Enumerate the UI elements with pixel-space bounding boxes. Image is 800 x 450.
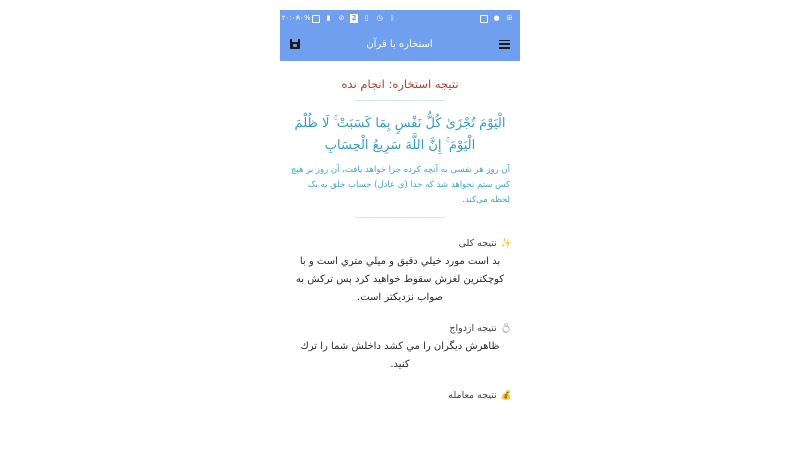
bluetooth-icon: ᛒ (390, 14, 395, 22)
status-icons-left (281, 14, 397, 23)
result-content (280, 61, 520, 401)
battery-icon (312, 15, 320, 23)
section-title: نتیجه معامله (448, 390, 497, 401)
section-header (288, 238, 512, 249)
save-icon[interactable] (290, 39, 300, 49)
alarm-icon: ◷ (376, 14, 383, 22)
section-body: بد است مورد خيلي دقيق و ميلي متري است و با كوچكترين لغزش سقوط خواهيد كرد پس تركش به صواب نزديكتر است. (295, 256, 505, 303)
status-bar (280, 10, 520, 27)
sim-2-icon: 2 (351, 14, 357, 22)
do-not-disturb-icon: ⊘ (338, 14, 345, 22)
section-body: ظاهرش ديگران را مي كشد داخلش شما را ترك كنيد. (300, 341, 500, 370)
ring-icon: 💍 (500, 323, 512, 334)
section-title: نتیجه کلی (458, 238, 497, 249)
section-header (288, 390, 512, 401)
time: ۲۰:۰۶ (281, 14, 300, 22)
gallery-icon (480, 15, 488, 23)
sparkle-icon: ✨ (500, 238, 512, 249)
quran-verse: الْيَوْمَ تُجْزَىٰ كُلُّ نَفْسٍ بِمَا كَسَبَتْ ۚ لَا ظُلْمَ الْيَوْمَ ۚ إِنَّ اللَّهَ سَرِيعُ الْحِسَابِ (294, 116, 506, 153)
hamburger-menu-icon[interactable] (499, 40, 510, 49)
section-general (288, 238, 512, 307)
divider: ------------------------------------------ (354, 97, 446, 104)
money-bag-icon: 💰 (500, 390, 512, 401)
phone-screen (280, 10, 520, 432)
result-title: نتیجه استخاره: انجام نده (341, 77, 459, 91)
alert-icon: ⊞ (506, 14, 513, 22)
app-bar (280, 27, 520, 61)
status-icons-right (480, 14, 514, 23)
section-transaction (288, 390, 512, 401)
battery-text: ۹۰% (296, 14, 311, 22)
section-header (288, 323, 512, 334)
section-title: نتیجه ازدواج (449, 323, 497, 334)
section-marriage (288, 323, 512, 374)
signal-icon: ▮ (326, 14, 331, 22)
app-title: استخاره با قرآن (366, 38, 433, 50)
app-notification-icon: ● (493, 14, 500, 22)
divider: ------------------------------------------ (354, 214, 446, 221)
verse-translation: آن روز هر نفسی به آنچه کرده جزا خواهد یافت، آن روز بر هیچ کس ستم نخواهد شد که خدا (ی عادل) حساب خلق به یک لحظه می‌کند. (290, 165, 510, 205)
vibrate-icon: ▯ (364, 14, 369, 22)
